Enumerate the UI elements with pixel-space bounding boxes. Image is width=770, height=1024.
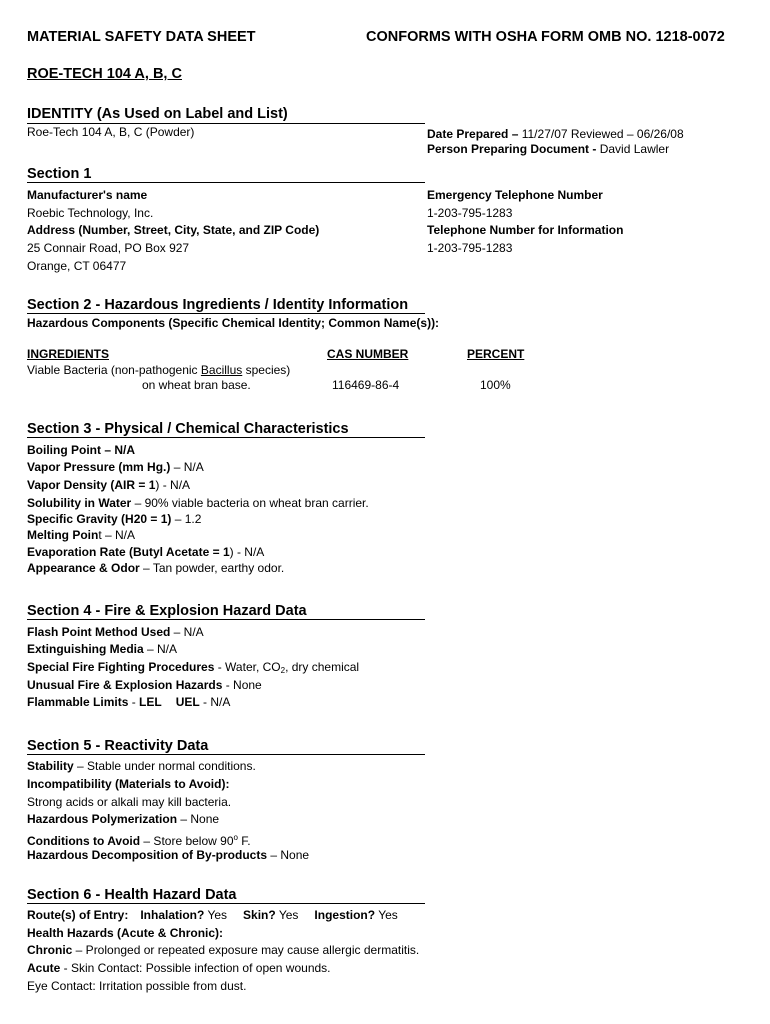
health-hazards-label: Health Hazards (Acute & Chronic): (27, 926, 224, 940)
conditions-value-post: F. (237, 834, 251, 848)
appearance-odor-value: – Tan powder, earthy odor. (139, 561, 285, 575)
date-prepared-value: 11/27/07 Reviewed – 06/26/08 (518, 127, 684, 141)
firefighting-label: Special Fire Fighting Procedures (27, 660, 215, 674)
vapor-pressure-label: Vapor Pressure (mm Hg.) (27, 460, 171, 474)
flash-point-value: – N/A (170, 625, 204, 639)
vapor-pressure-value: – N/A (170, 460, 204, 474)
solubility-value: – 90% viable bacteria on wheat bran carrier. (131, 496, 369, 510)
evaporation-rate-label: Evaporation Rate (Butyl Acetate = 1 (27, 545, 230, 559)
appearance-odor-label: Appearance & Odor (27, 561, 140, 575)
decomposition-label: Hazardous Decomposition of By-products (27, 848, 268, 862)
melting-point-label: Melting Poin (27, 528, 99, 542)
incompatibility-value: Strong acids or alkali may kill bacteria. (27, 795, 232, 809)
section3-rule (27, 437, 425, 438)
section4-heading: Section 4 - Fire & Explosion Hazard Data (27, 603, 307, 619)
lel-label: LEL (139, 695, 162, 709)
document-title: MATERIAL SAFETY DATA SHEET (27, 29, 256, 45)
section5-rule (27, 754, 425, 755)
cas-number-value: 116469-86-4 (332, 378, 400, 392)
routes-of-entry (27, 907, 398, 924)
skin-label: Skin? (243, 908, 276, 922)
acute-value: - Skin Contact: Possible infection of open wounds. (60, 961, 331, 975)
ingestion-value: Yes (375, 908, 398, 922)
osha-conformance-note: CONFORMS WITH OSHA FORM OMB NO. 1218-0072 (366, 29, 725, 45)
ingredients-column-header: INGREDIENTS (27, 347, 110, 361)
extinguishing-media (27, 641, 177, 658)
appearance-odor (27, 560, 284, 577)
identity-heading: IDENTITY (As Used on Label and List) (27, 106, 288, 122)
identity-value: Roe-Tech 104 A, B, C (Powder) (27, 125, 195, 139)
section1-rule (27, 182, 425, 183)
person-preparing-value: David Lawler (599, 142, 670, 156)
solubility-label: Solubility in Water (27, 496, 132, 510)
section6-heading: Section 6 - Health Hazard Data (27, 887, 237, 903)
polymerization-label: Hazardous Polymerization (27, 812, 178, 826)
polymerization-value: – None (177, 812, 220, 826)
routes-label: Route(s) of Entry: (27, 908, 129, 922)
chronic-label: Chronic (27, 943, 73, 957)
melting-point-value: t – N/A (98, 528, 136, 542)
percent-value: 100% (480, 378, 511, 392)
manufacturer-label: Manufacturer's name (27, 188, 148, 202)
vapor-density (27, 477, 190, 494)
section2-rule (27, 313, 425, 314)
section4-rule (27, 619, 425, 620)
firefighting-subscript: 2 (280, 666, 286, 675)
ingredient-name-post: species) (242, 363, 291, 377)
stability (27, 758, 256, 775)
date-prepared-label: Date Prepared – (427, 127, 519, 141)
degree-superscript: o (233, 833, 238, 842)
hazardous-decomposition (27, 847, 309, 864)
manufacturer-value: Roebic Technology, Inc. (27, 206, 154, 220)
stability-label: Stability (27, 759, 74, 773)
section6-rule (27, 903, 425, 904)
conditions-label: Conditions to Avoid (27, 834, 141, 848)
incompatibility-label: Incompatibility (Materials to Avoid): (27, 777, 230, 791)
info-phone-label: Telephone Number for Information (427, 223, 624, 237)
person-preparing-label: Person Preparing Document - (427, 142, 600, 156)
ingredient-name-pre: Viable Bacteria (non-pathogenic (27, 363, 201, 377)
inhalation-label: Inhalation? (140, 908, 205, 922)
inhalation-value: Yes (204, 908, 228, 922)
decomposition-value: – None (267, 848, 310, 862)
flash-point (27, 624, 204, 641)
address-line2: Orange, CT 06477 (27, 259, 127, 273)
section2-heading: Section 2 - Hazardous Ingredients / Identity Information (27, 297, 409, 313)
chronic-hazard (27, 942, 419, 959)
chronic-value: – Prolonged or repeated exposure may cause allergic dermatitis. (72, 943, 420, 957)
firefighting-value-pre: - Water, CO (214, 660, 281, 674)
address-label: Address (Number, Street, City, State, and ZIP Code) (27, 223, 320, 237)
flammable-limits-sep: - (128, 695, 140, 709)
address-line1: 25 Connair Road, PO Box 927 (27, 241, 190, 255)
acute-label: Acute (27, 961, 61, 975)
info-phone-value: 1-203-795-1283 (427, 241, 513, 255)
vapor-density-value: ) - N/A (155, 478, 191, 492)
person-preparing (427, 141, 669, 158)
firefighting-value-post: , dry chemical (285, 660, 360, 674)
acute-hazard (27, 960, 331, 977)
ingestion-label: Ingestion? (314, 908, 376, 922)
eye-contact: Eye Contact: Irritation possible from dust. (27, 979, 247, 993)
flammable-limits-value: - N/A (199, 695, 231, 709)
specific-gravity-value: – 1.2 (171, 512, 202, 526)
unusual-hazards-label: Unusual Fire & Explosion Hazards (27, 678, 223, 692)
vapor-pressure (27, 459, 204, 476)
hazardous-polymerization (27, 811, 219, 828)
unusual-hazards-value: - None (222, 678, 262, 692)
specific-gravity (27, 511, 201, 528)
solubility (27, 495, 369, 512)
emergency-phone-label: Emergency Telephone Number (427, 188, 603, 202)
evaporation-rate (27, 544, 264, 561)
unusual-hazards (27, 677, 262, 694)
skin-value: Yes (275, 908, 299, 922)
conditions-value-pre: – Store below 90 (140, 834, 234, 848)
ingredient-name-line2: on wheat bran base. (142, 378, 251, 392)
hazardous-components-label: Hazardous Components (Specific Chemical Identity; Common Name(s)): (27, 316, 440, 330)
specific-gravity-label: Specific Gravity (H20 = 1) (27, 512, 172, 526)
percent-column-header: PERCENT (467, 347, 525, 361)
section5-heading: Section 5 - Reactivity Data (27, 738, 209, 754)
uel-label: UEL (175, 695, 200, 709)
product-title: ROE-TECH 104 A, B, C (27, 66, 182, 82)
emergency-phone-value: 1-203-795-1283 (427, 206, 513, 220)
flammable-limits (27, 694, 230, 711)
cas-column-header: CAS NUMBER (327, 347, 409, 361)
vapor-density-label: Vapor Density (AIR = 1 (27, 478, 156, 492)
extinguishing-media-value: – N/A (143, 642, 178, 656)
melting-point (27, 527, 135, 544)
ingredient-genus: Bacillus (200, 363, 243, 377)
firefighting-procedures (27, 659, 359, 679)
section1-heading: Section 1 (27, 166, 92, 182)
stability-value: – Stable under normal conditions. (73, 759, 256, 773)
flash-point-label: Flash Point Method Used (27, 625, 171, 639)
extinguishing-media-label: Extinguishing Media (27, 642, 144, 656)
evaporation-rate-value: ) - N/A (229, 545, 265, 559)
boiling-point: Boiling Point – N/A (27, 443, 135, 457)
section3-heading: Section 3 - Physical / Chemical Characteristics (27, 421, 349, 437)
flammable-limits-label: Flammable Limits (27, 695, 129, 709)
